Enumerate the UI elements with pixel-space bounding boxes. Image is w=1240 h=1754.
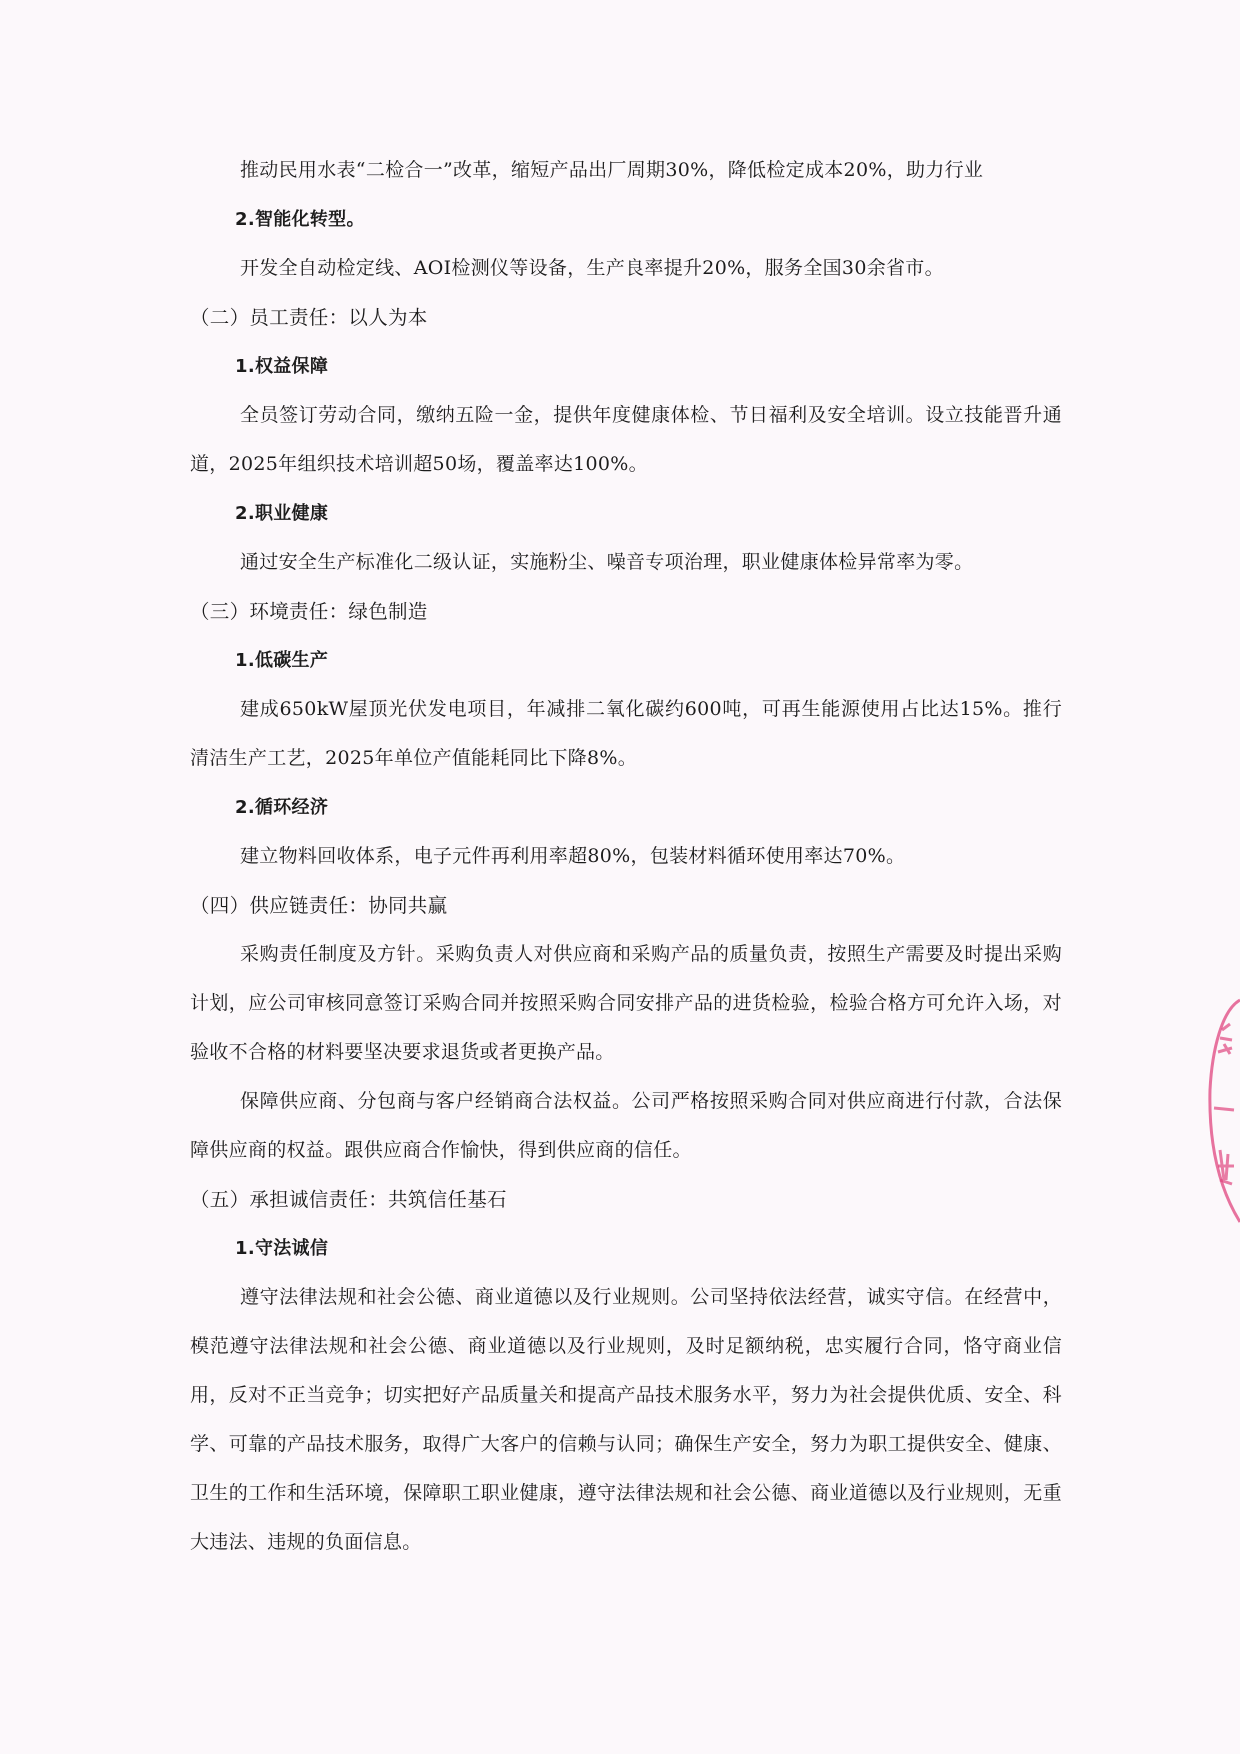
paragraph: 通过安全生产标准化二级认证，实施粉尘、噪音专项治理，职业健康体检异常率为零。 (240, 551, 974, 573)
subsection-heading: 1.低碳生产 (235, 650, 329, 671)
subsection-heading: 2.循环经济 (235, 797, 329, 818)
document-body (190, 146, 1062, 1567)
section-heading: （二）员工责任：以人为本 (190, 306, 428, 329)
subsection-heading: 2.职业健康 (235, 503, 329, 524)
paragraph: 保障供应商、分包商与客户经销商合法权益。公司严格按照采购合同对供应商进行付款，合法保障供应商的权益。跟供应商合作愉快，得到供应商的信任。 (190, 1090, 1062, 1161)
paragraph: 开发全自动检定线、AOI检测仪等设备，生产良率提升20%，服务全国30余省市。 (240, 257, 944, 279)
paragraph: 遵守法律法规和社会公德、商业道德以及行业规则。公司坚持依法经营，诚实守信。在经营中，模范遵守法律法规和社会公德、商业道德以及行业规则，及时足额纳税，忠实履行合同，恪守商业信用，反对不正当竞争；切实把好产品质量关和提高产品技术服务水平，努力为社会提供优质、安全、科学、可靠的产品技术服务，取得广大客户的信赖与认同；确保生产安全，努力为职工提供安全、健康、卫生的工作和生活环境，保障职工职业健康，遵守法律法规和社会公德、商业道德以及行业规则，无重大违法、违规的负面信息。 (190, 1286, 1062, 1553)
paragraph: 全员签订劳动合同，缴纳五险一金，提供年度健康体检、节日福利及安全培训。设立技能晋升通道，2025年组织技术培训超50场，覆盖率达100%。 (190, 404, 1062, 475)
section-heading: （三）环境责任：绿色制造 (190, 600, 428, 623)
subsection-heading: 2.智能化转型。 (235, 209, 365, 230)
paragraph: 建立物料回收体系，电子元件再利用率超80%，包装材料循环使用率达70%。 (240, 845, 906, 867)
red-seal-stamp (1200, 990, 1240, 1230)
paragraph: 建成650kW屋顶光伏发电项目，年减排二氧化碳约600吨，可再生能源使用占比达15%。推行清洁生产工艺，2025年单位产值能耗同比下降8%。 (190, 698, 1062, 769)
subsection-heading: 1.权益保障 (235, 356, 329, 377)
paragraph: 采购责任制度及方针。采购负责人对供应商和采购产品的质量负责，按照生产需要及时提出采购计划，应公司审核同意签订采购合同并按照采购合同安排产品的进货检验，检验合格方可允许入场，对验收不合格的材料要坚决要求退货或者更换产品。 (190, 943, 1062, 1063)
paragraph: 推动民用水表“二检合一”改革，缩短产品出厂周期30%，降低检定成本20%，助力行业 (240, 159, 984, 181)
section-heading: （四）供应链责任：协同共赢 (190, 894, 448, 917)
section-heading: （五）承担诚信责任：共筑信任基石 (190, 1188, 507, 1211)
subsection-heading: 1.守法诚信 (235, 1238, 329, 1259)
